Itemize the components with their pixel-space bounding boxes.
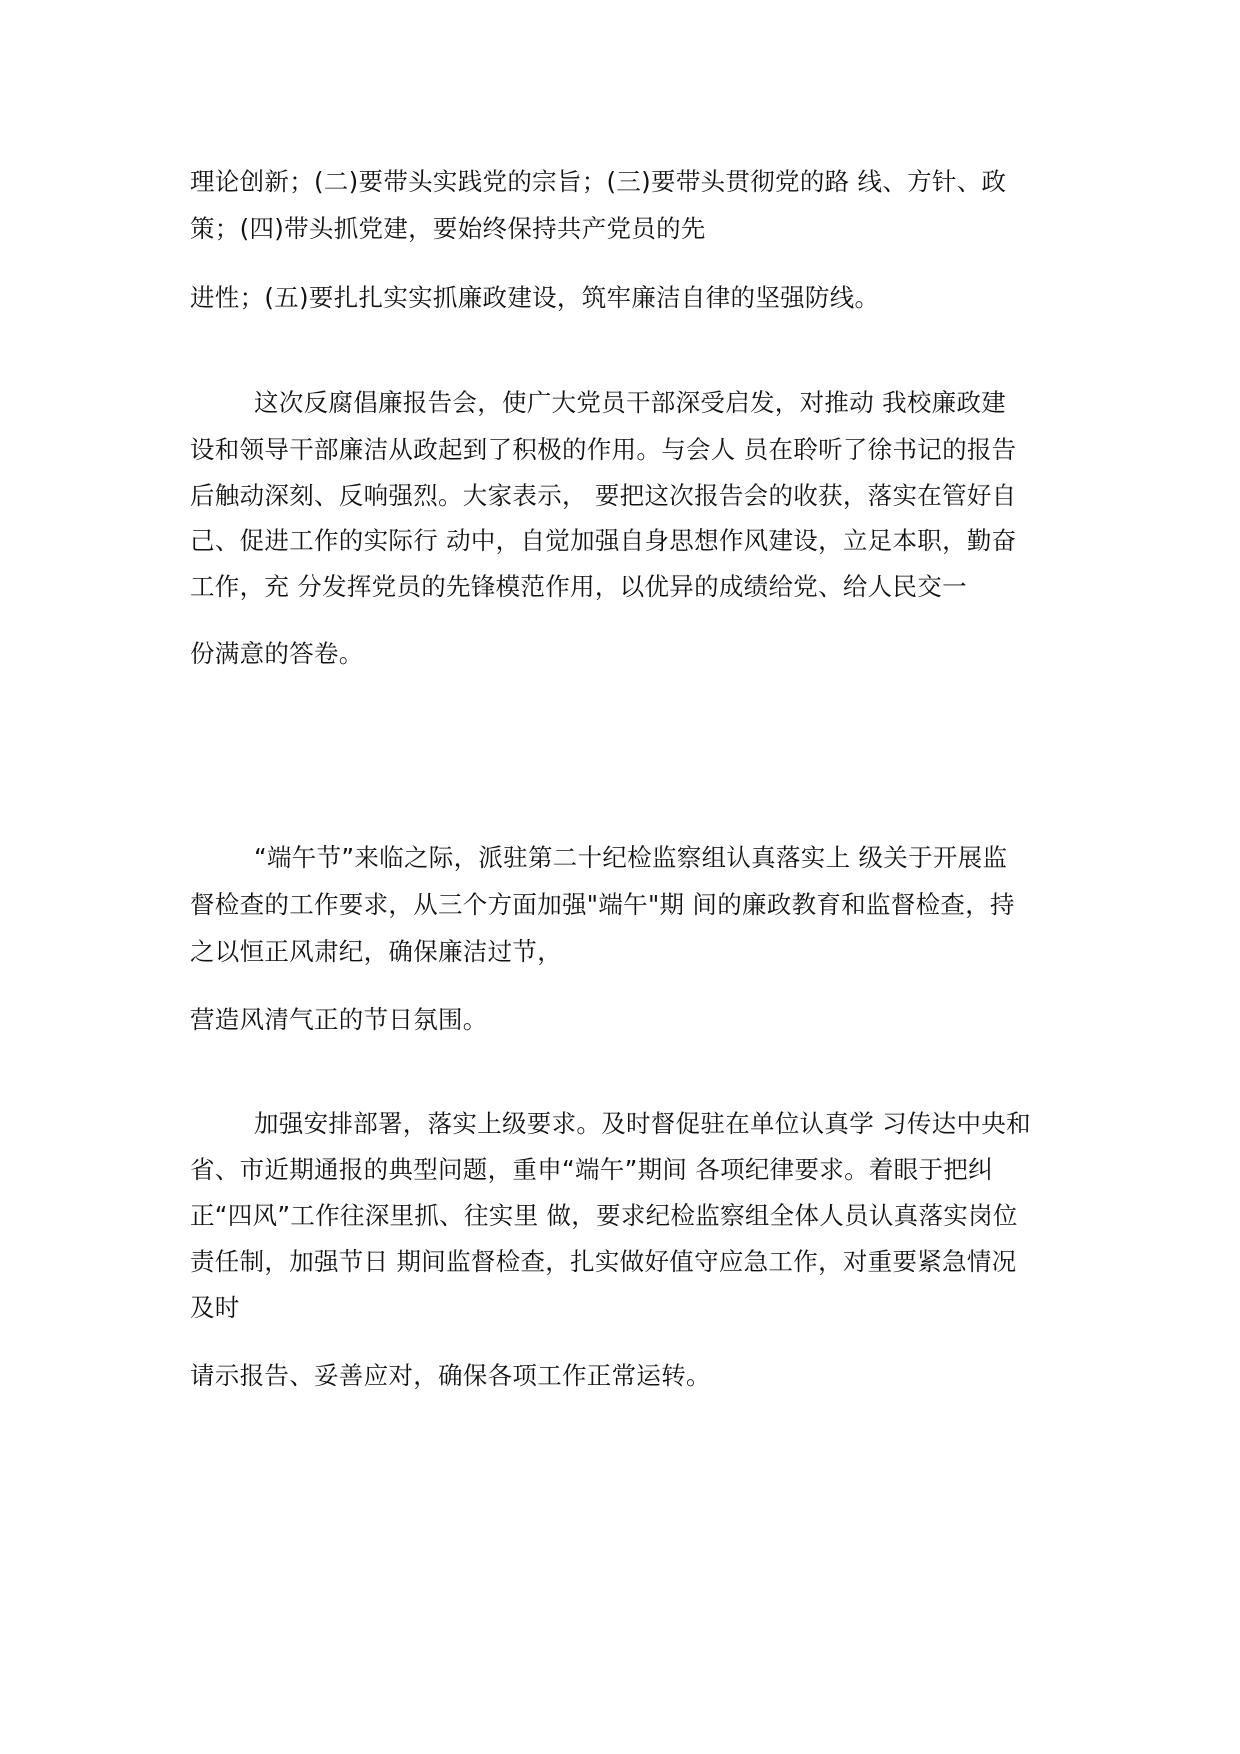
- text-line: 督检查的工作要求，从三个方面加强"端午"期 间的廉政教育和监督检查，持: [190, 890, 1015, 919]
- text-line: 加强安排部署，落实上级要求。及时督促驻在单位认真学 习传达中央和: [254, 1109, 1031, 1138]
- text-line: 责任制，加强节日 期间监督检查，扎实做好值守应急工作，对重要紧急情况: [190, 1247, 1017, 1276]
- text-line: 策；(四)带头抓党建，要始终保持共产党员的先: [190, 214, 706, 243]
- text-line: 份满意的答卷。: [190, 639, 364, 668]
- text-line: “端午节”来临之际，派驻第二十纪检监察组认真落实上 级关于开展监: [254, 843, 1008, 872]
- text-line: 之以恒正风肃纪，确保廉洁过节，: [190, 937, 562, 966]
- text-line: 理论创新；(二)要带头实践党的宗旨；(三)要带头贯彻党的路 线、方针、政: [190, 167, 1007, 196]
- text-line: 后触动深刻、反响强烈。大家表示， 要把这次报告会的收获，落实在管好自: [190, 481, 1017, 510]
- text-line: 工作，充 分发挥党员的先锋模范作用，以优异的成绩给党、给人民交一: [190, 572, 967, 601]
- text-line: 设和领导干部廉洁从政起到了积极的作用。与会人 员在聆听了徐书记的报告: [190, 435, 1017, 464]
- text-line: 这次反腐倡廉报告会，使广大党员干部深受启发，对推动 我校廉政建: [254, 388, 1007, 417]
- text-line: 进性；(五)要扎扎实实抓廉政建设，筑牢廉洁自律的坚强防线。: [190, 283, 880, 312]
- text-line: 省、市近期通报的典型问题，重申“端午”期间 各项纪律要求。着眼于把纠: [190, 1155, 993, 1184]
- text-line: 己、促进工作的实际行 动中，自觉加强自身思想作风建设，立足本职，勤奋: [190, 526, 1017, 555]
- text-line: 正“四风”工作往深里抓、往实里 做，要求纪检监察组全体人员认真落实岗位: [190, 1201, 1018, 1230]
- text-line: 请示报告、妥善应对，确保各项工作正常运转。: [190, 1361, 711, 1390]
- text-line: 及时: [190, 1293, 240, 1322]
- text-line: 营造风清气正的节日氛围。: [190, 1005, 488, 1034]
